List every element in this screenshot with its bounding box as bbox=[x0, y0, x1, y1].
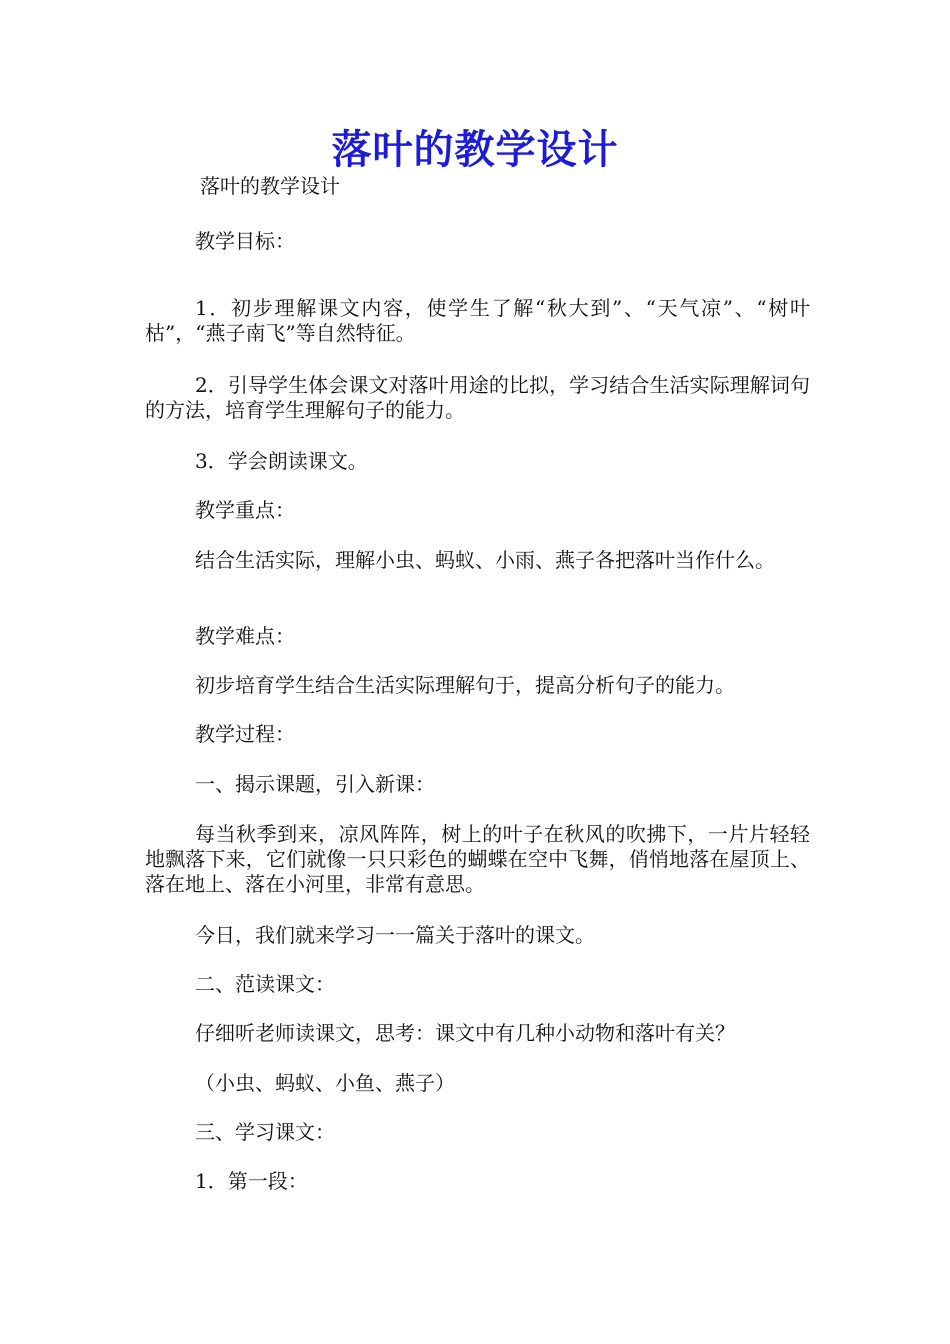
paragraph-key-points-heading: 教学重点： bbox=[195, 498, 295, 522]
paragraph-objectives-heading: 教学目标： bbox=[195, 229, 295, 253]
paragraph-first-section: 1．第一段： bbox=[195, 1169, 308, 1193]
paragraph-difficulties: 初步培育学生结合生活实际理解句于，提高分析句子的能力。 bbox=[195, 673, 735, 697]
paragraph-listen-question: 仔细听老师读课文，思考：课文中有几种小动物和落叶有关？ bbox=[195, 1021, 735, 1045]
paragraph-process-heading: 教学过程： bbox=[195, 722, 295, 746]
paragraph-section-2-heading: 二、范读课文： bbox=[195, 972, 335, 996]
paragraph-today: 今日，我们就来学习一一篇关于落叶的课文。 bbox=[195, 923, 595, 947]
paragraph-answer: （小虫、蚂蚁、小鱼、燕子） bbox=[195, 1071, 455, 1095]
paragraph-section-3-heading: 三、学习课文： bbox=[195, 1120, 335, 1144]
paragraph-key-points: 结合生活实际，理解小虫、蚂蚁、小雨、燕子各把落叶当作什么。 bbox=[195, 548, 775, 572]
paragraph-difficulties-heading: 教学难点： bbox=[195, 624, 295, 648]
paragraph-introduction: 每当秋季到来，凉风阵阵，树上的叶子在秋风的吹拂下，一片片轻轻地飘落下来，它们就像一只只彩色的蝴蝶在空中飞舞，俏悄地落在屋顶上、落在地上、落在小河里，非常有意思。 bbox=[145, 822, 810, 896]
paragraph-objective-3: 3．学会朗读课文。 bbox=[195, 449, 368, 473]
paragraph-section-1-heading: 一、揭示课题，引入新课： bbox=[195, 772, 435, 796]
paragraph-objective-2: 2．引导学生体会课文对落叶用途的比拟，学习结合生活实际理解词句的方法，培育学生理解句子的能力。 bbox=[145, 373, 810, 422]
paragraph-subtitle: 落叶的教学设计 bbox=[200, 174, 340, 198]
paragraph-objective-1: 1．初步理解课文内容，使学生了解“秋大到”、“天气凉”、“树叶枯”，“燕子南飞”等自然特征。 bbox=[145, 296, 810, 345]
document-title: 落叶的教学设计 bbox=[331, 126, 619, 173]
